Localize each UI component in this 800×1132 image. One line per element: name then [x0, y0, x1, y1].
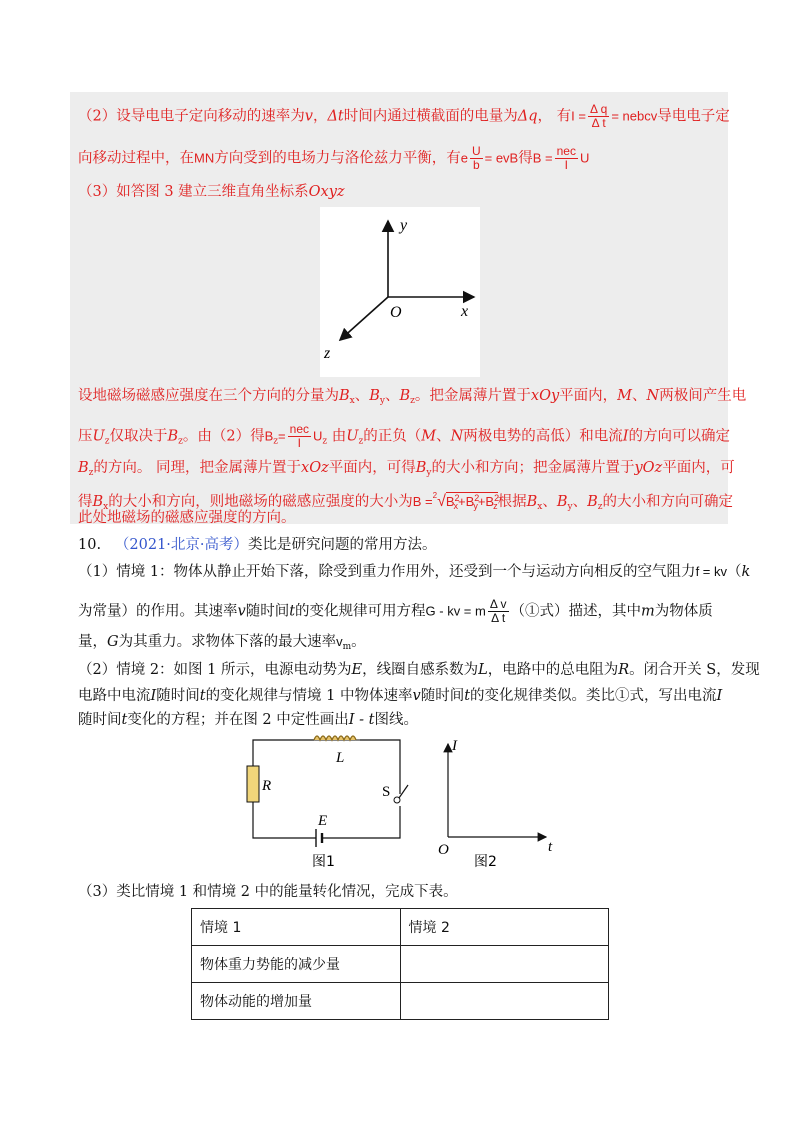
answer-line-6: $B_z$的方向。 同理，把金属薄片置于xOz平面内，可得$B_y$的大小和方向；把金属薄片置于yOz平面内，可	[78, 460, 735, 478]
table-cell: 情境 1	[192, 909, 401, 946]
battery	[316, 829, 322, 847]
z-axis-label: z	[324, 345, 331, 362]
table-row	[192, 946, 609, 983]
q10-line-5: 电路中电流I随时间t的变化规律与情境 1 中物体速率v随时间t的变化规律类似。类比①式，写出电流I	[78, 688, 723, 704]
energy-table	[191, 908, 609, 1020]
table-row	[192, 983, 609, 1020]
resistor-label: R	[262, 778, 272, 794]
circuit-figures	[240, 730, 570, 870]
q10-line-3: 量，G为其重力。求物体下落的最大速率$v_m$。	[78, 634, 366, 652]
root-index: 2	[432, 491, 438, 500]
fig2-t-label: t	[548, 839, 553, 855]
q10-line-6: 随时间t变化的方程；并在图 2 中定性画出I - t图线。	[78, 712, 418, 728]
fraction-nec-i: $\frac{\text{nec}}{I}$	[556, 144, 576, 172]
answer-line-1: （2）设导电电子定向移动的速率为v，Δt时间内通过横截面的电量为Δq， 有I = $\frac{\text{Δ q}}{\text{Δ t}}$ = nebcv导电电子定	[78, 102, 730, 130]
answer-line-8: 此处地磁场的磁感应强度的方向。	[78, 510, 296, 526]
axes-diagram	[320, 207, 480, 377]
fraction-dq-dt: $\frac{\text{Δ q}}{\text{Δ t}}$	[589, 102, 608, 130]
table-cell: 物体重力势能的减少量	[192, 946, 401, 983]
x-axis-label: x	[461, 303, 469, 320]
fig2-origin-label: O	[438, 842, 449, 858]
table-cell: 物体动能的增加量	[192, 983, 401, 1020]
question-number: 10.	[78, 537, 102, 553]
answer-cell[interactable]	[400, 946, 609, 983]
table-row	[192, 909, 609, 946]
answer-line-5: 压$U_z$仅取决于$B_z$。由（2）得$B_z=$ $\frac{\text{nec}}{I}$ $U_z$ 由$U_z$的正负（M、N两极电势的高低）和电流I的方向可以确定	[78, 422, 731, 450]
figure-1-caption: 图1	[312, 854, 335, 870]
answer-cell[interactable]	[400, 983, 609, 1020]
figure-1-2-diagram	[240, 730, 570, 870]
inductor-label: L	[336, 750, 345, 766]
answer-line-3: （3）如答图 3 建立三维直角坐标系Oxyz	[78, 184, 345, 200]
q10-line-1: （1）情境 1：物体从静止开始下落，除受到重力作用外，还受到一个与运动方向相反的空气阻力f = kv（k	[78, 564, 751, 580]
resistor	[247, 766, 259, 802]
q10-line-2: 为常量）的作用。其速率v随时间t的变化规律可用方程G - kv = m $\frac{\text{Δ v}}{\text{Δ t}}$ （①式）描述，其中m为物体质	[78, 597, 713, 625]
battery-label: E	[318, 813, 328, 829]
answer-line-4: 设地磁场磁感应强度在三个方向的分量为$B_x$、$B_y$、$B_z$。把金属薄片置于xOy平面内，M、N两极间产生电	[78, 388, 747, 406]
table-cell: 情境 2	[400, 909, 609, 946]
inductor-coil	[314, 736, 360, 740]
root-body: $B^2_x+B^2_y+B^2_z$	[445, 493, 500, 511]
origin-label: O	[390, 304, 402, 321]
y-axis-label: y	[400, 217, 408, 234]
z-axis	[340, 297, 388, 340]
answer-line-2: 向移动过程中，在MN方向受到的电场力与洛伦兹力平衡，有e $\frac{U}{b}$ = evB得B = $\frac{\text{nec}}{I}$ U	[78, 144, 590, 172]
answer-line-7: 得$B_x$的大小和方向，则地磁场的磁感应强度的大小为$B =^2√B^2_x+B^2_y+B^2_z$根据$B_x$、$B_y$、$B_z$的大小和方向可确定	[78, 491, 733, 512]
fraction-nec-i-2: $\frac{\text{nec}}{I}$	[289, 422, 309, 450]
fig2-i-label: I	[452, 738, 457, 754]
switch-label: S	[382, 784, 391, 800]
q10-line-4: （2）情境 2：如图 1 所示，电源电动势为E，线圈自感系数为L，电路中的总电阻为R。闭合开关 S，发现	[78, 662, 760, 678]
question-10-header: 10. （2021·北京·高考）类比是研究问题的常用方法。	[78, 537, 437, 553]
answer-figure-3-axes	[320, 207, 480, 377]
switch	[394, 785, 408, 803]
fraction-dv-dt: $\frac{\text{Δ v}}{\text{Δ t}}$	[489, 597, 507, 625]
q10-line-7: （3）类比情境 1 和情境 2 中的能量转化情况，完成下表。	[78, 884, 458, 900]
fraction-u-b: $\frac{U}{b}$	[471, 144, 481, 172]
figure-2-caption: 图2	[474, 854, 497, 870]
question-source: （2021·北京·高考）	[114, 537, 249, 553]
